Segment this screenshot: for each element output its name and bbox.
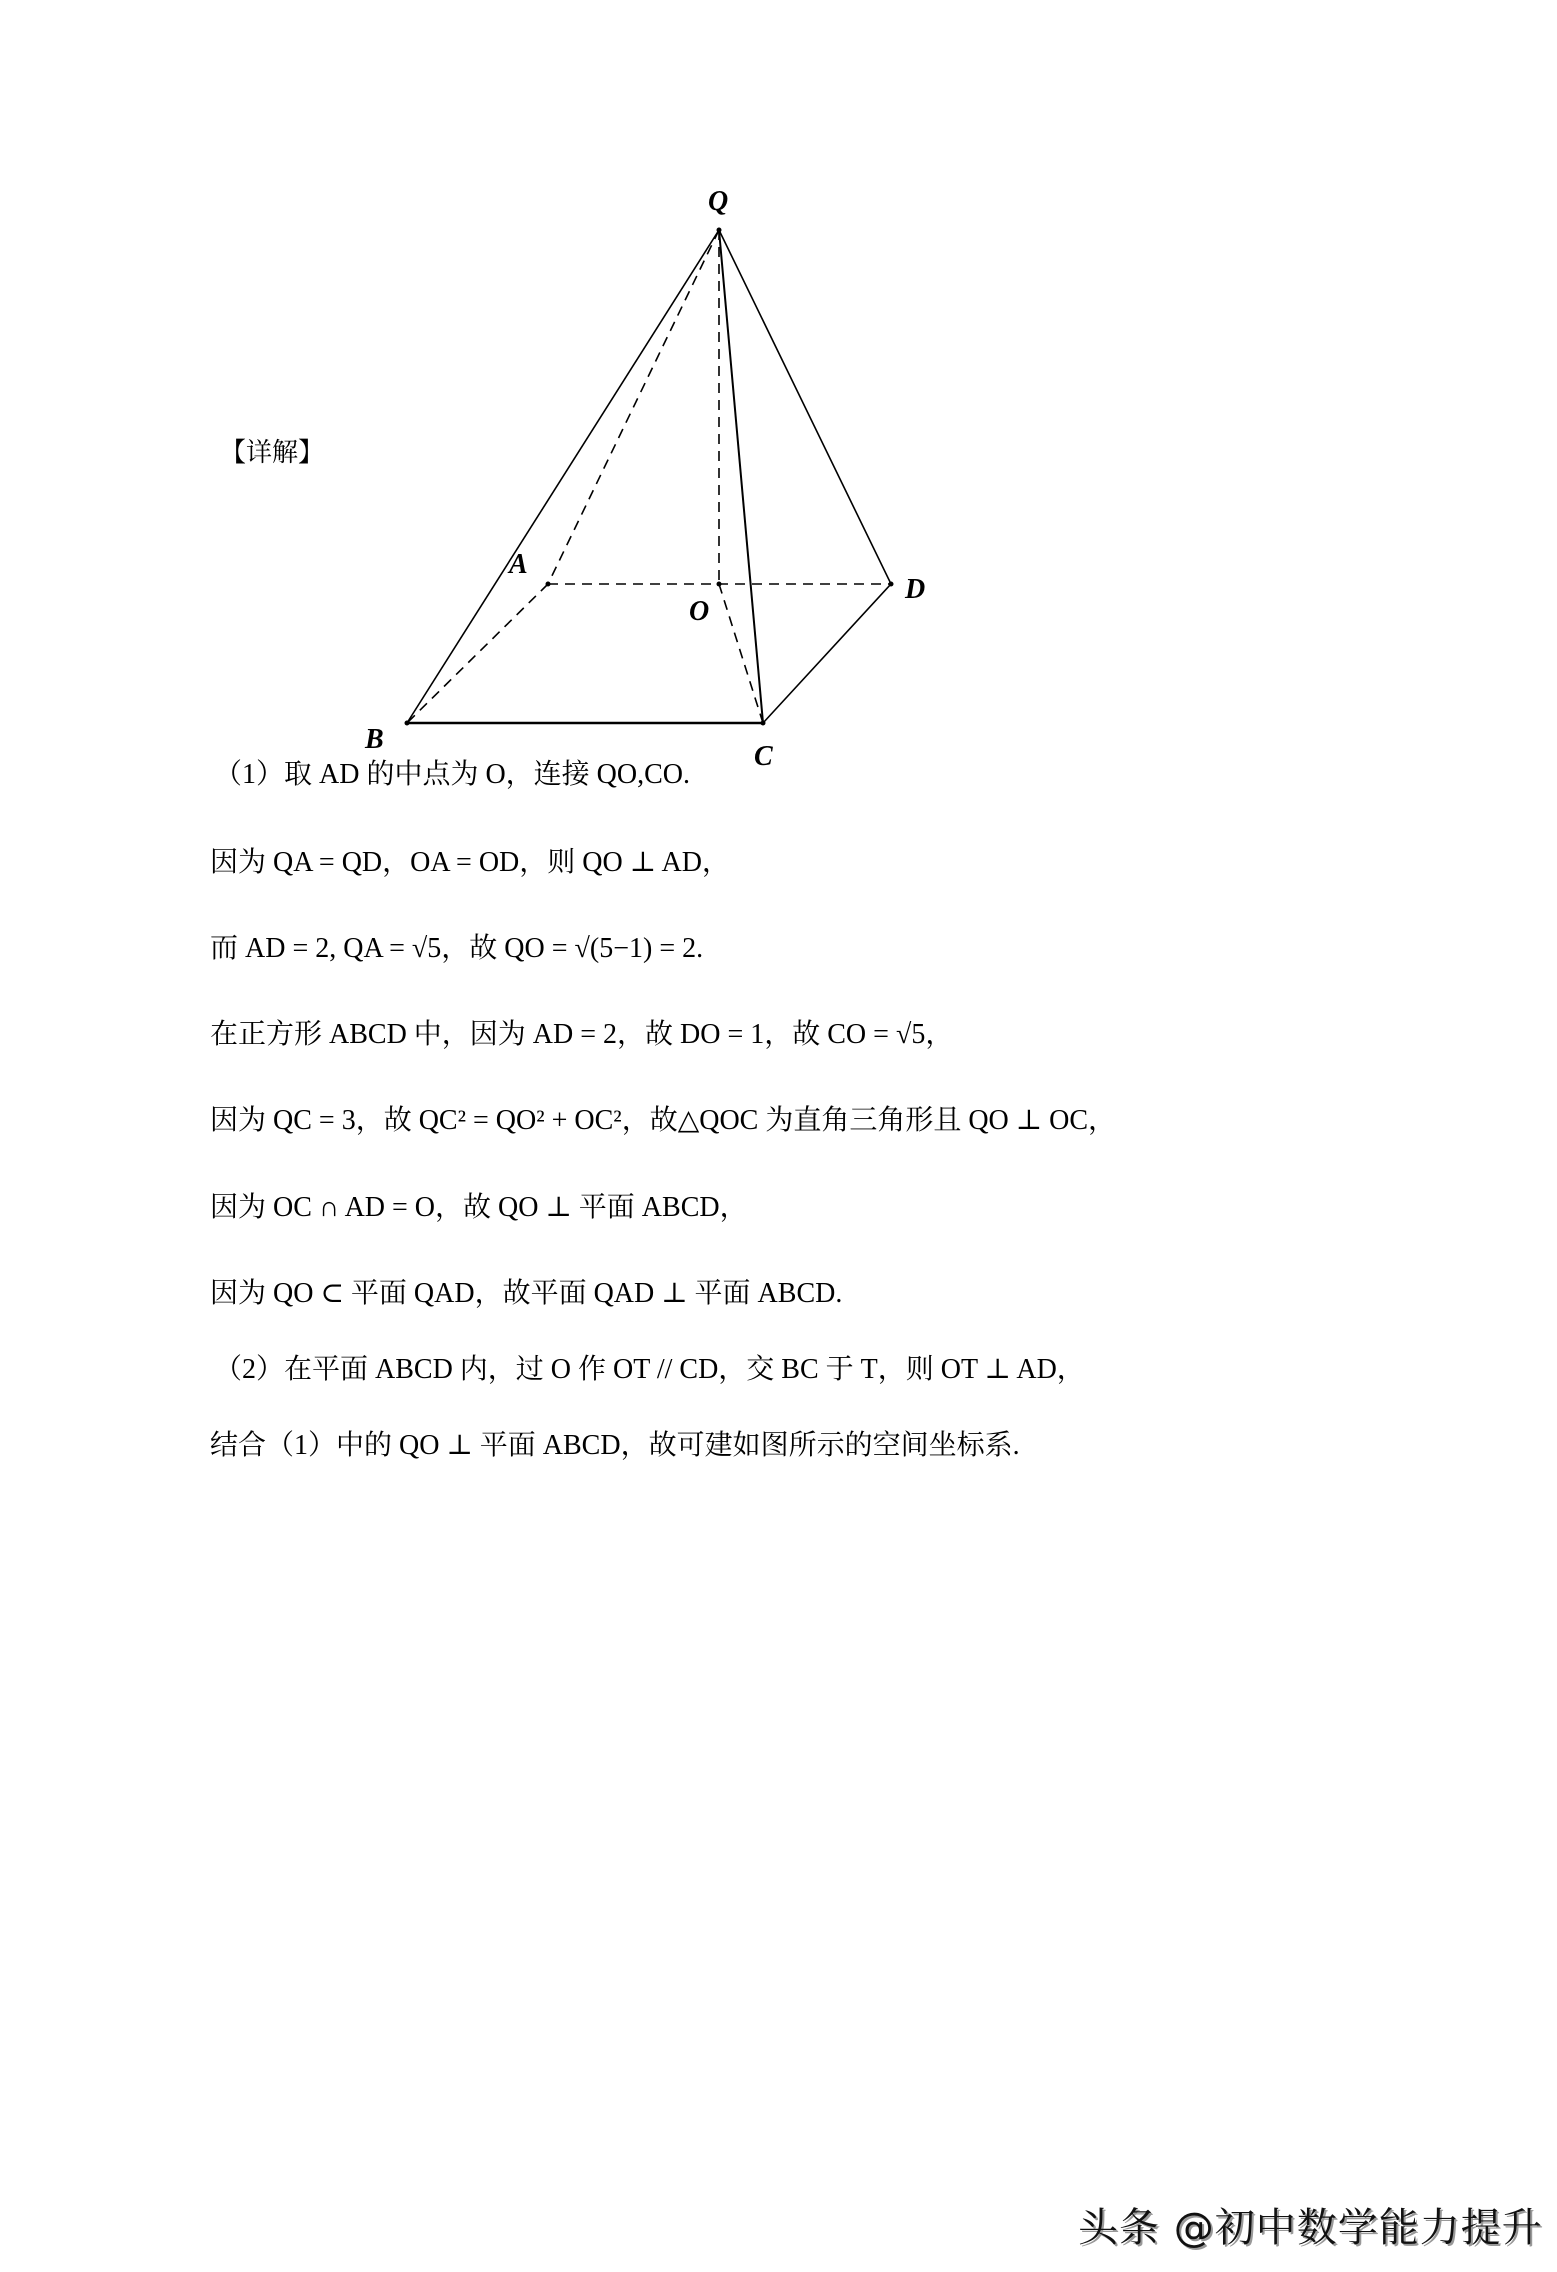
solution-line-2: 因为 QA = QD，OA = OD，则 QO ⊥ AD， [210, 847, 730, 878]
solution-line-7: 因为 QO ⊂ 平面 QAD，故平面 QAD ⊥ 平面 ABCD. [210, 1278, 843, 1309]
solution-line-9: 结合（1）中的 QO ⊥ 平面 ABCD，故可建如图所示的空间坐标系. [210, 1430, 1020, 1461]
edge-AB [407, 584, 548, 723]
solution-line-4: 在正方形 ABCD 中，因为 AD = 2，故 DO = 1，故 CO = √5， [210, 1019, 954, 1050]
solution-line-8: （2）在平面 ABCD 内，过 O 作 OT // CD，交 BC 于 T，则 OT ⊥ AD， [214, 1354, 1085, 1385]
pyramid-figure [0, 0, 1557, 800]
edge-QC [719, 230, 763, 723]
vertex-label-B: B [365, 724, 384, 755]
vertex-label-O: O [689, 596, 710, 627]
edge-CD [763, 584, 891, 723]
vertex-label-Q: Q [708, 186, 729, 217]
solution-line-1: （1）取 AD 的中点为 O，连接 QO,CO. [214, 759, 691, 790]
solution-line-5: 因为 QC = 3，故 QC² = QO² + OC²，故△QOC 为直角三角形且 QO ⊥ OC， [210, 1105, 1117, 1136]
solution-line-3: 而 AD = 2, QA = √5，故 QO = √(5−1) = 2. [210, 933, 704, 964]
vertex-label-C: C [754, 741, 773, 772]
vertex-label-A: A [509, 549, 528, 580]
edge-QA [548, 230, 719, 584]
edge-QB [407, 230, 719, 723]
vertex-label-D: D [905, 574, 926, 605]
section-label-detailed-solution: 【详解】 [220, 438, 325, 468]
watermark: 头条 @初中数学能力提升 [1078, 2205, 1543, 2251]
edge-QD [719, 230, 891, 584]
solution-line-6: 因为 OC ∩ AD = O，故 QO ⊥ 平面 ABCD， [210, 1192, 748, 1223]
